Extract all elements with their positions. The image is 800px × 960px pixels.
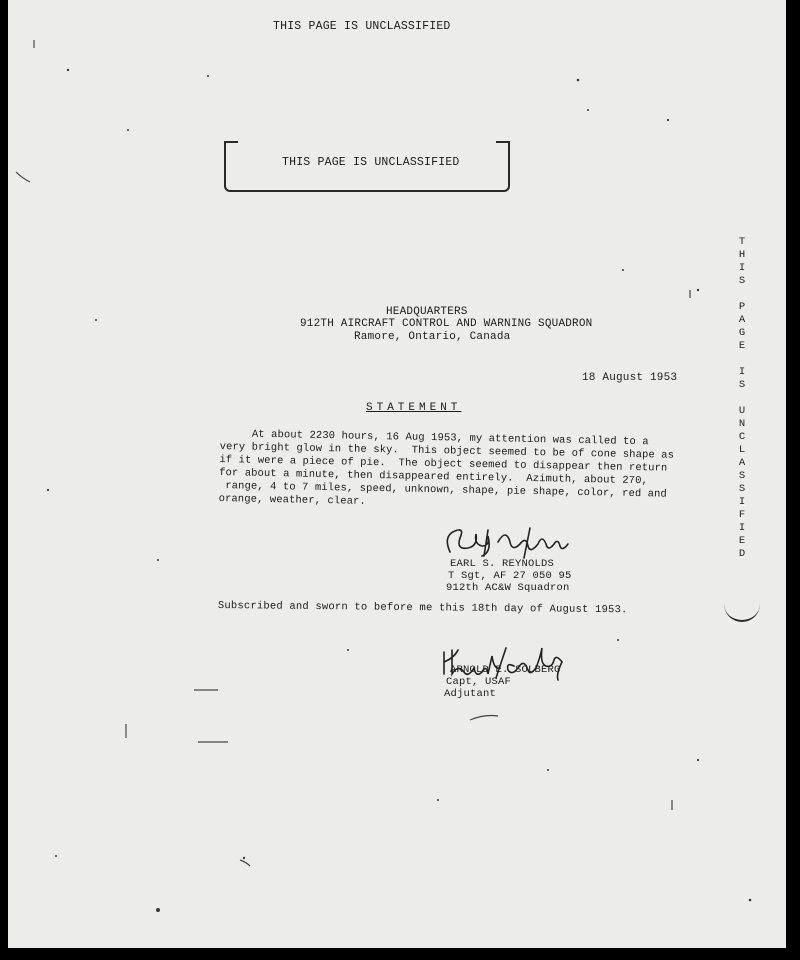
stamp-curve-mark <box>724 596 760 622</box>
signer2-title: Adjutant <box>444 688 497 700</box>
side-letter: H <box>738 249 746 261</box>
side-letter: I <box>738 262 746 274</box>
side-letter <box>736 353 748 366</box>
side-letter: S <box>738 275 746 287</box>
side-letter: S <box>738 470 746 482</box>
side-letter: E <box>738 535 746 547</box>
side-letter: T <box>738 236 746 248</box>
signer1-unit: 912th AC&W Squadron <box>446 582 570 594</box>
side-letter: A <box>738 314 746 326</box>
statement-body: At about 2230 hours, 16 Aug 1953, my attention was called to a very bright glow in the sky. This object seemed to be of cone shape as if it were a piece of pie. The object seemed to disappear then return for about a minute, then disappeared entirely. Azimuth, about 270, range, 4 to 7 miles, speed, unknown, shape, pie shape, color, red and orange, weather, clear. <box>218 428 675 508</box>
document-page <box>8 0 786 948</box>
side-letter: E <box>738 340 746 352</box>
side-letter: S <box>738 483 746 495</box>
reynolds-signature <box>440 522 590 562</box>
side-letter: F <box>738 509 746 521</box>
subscribed-line: Subscribed and sworn to before me this 18th day of August 1953. <box>217 600 628 617</box>
side-letter: G <box>738 327 746 339</box>
document-date: 18 August 1953 <box>582 372 678 384</box>
document-title: STATEMENT <box>366 402 462 414</box>
side-letter <box>736 392 748 405</box>
header-line-3: Ramore, Ontario, Canada <box>354 331 511 343</box>
side-letter: A <box>738 457 746 469</box>
unclassified-stamp-top: THIS PAGE IS UNCLASSIFIED <box>273 20 451 33</box>
signer2-name: ARNOLD E. SOLBERG <box>450 664 561 676</box>
side-letter: I <box>738 366 746 378</box>
signer2-rank: Capt, USAF <box>446 676 512 688</box>
header-line-1: HEADQUARTERS <box>386 306 468 318</box>
side-letter: C <box>738 431 746 443</box>
side-letter: I <box>738 522 746 534</box>
side-letter: S <box>738 379 746 391</box>
side-letter: D <box>738 548 746 560</box>
unclassified-stamp-vertical <box>736 236 748 561</box>
side-letter: I <box>738 496 746 508</box>
header-line-2: 912TH AIRCRAFT CONTROL AND WARNING SQUADRON <box>300 318 593 330</box>
unclassified-stamp-boxed: THIS PAGE IS UNCLASSIFIED <box>282 156 460 169</box>
signer1-rank: T Sgt, AF 27 050 95 <box>448 570 572 582</box>
side-letter: P <box>738 301 746 313</box>
signer1-name: EARL S. REYNOLDS <box>450 558 555 570</box>
side-letter: N <box>738 418 746 430</box>
side-letter: U <box>738 405 746 417</box>
side-letter <box>736 288 748 301</box>
side-letter: L <box>738 444 746 456</box>
